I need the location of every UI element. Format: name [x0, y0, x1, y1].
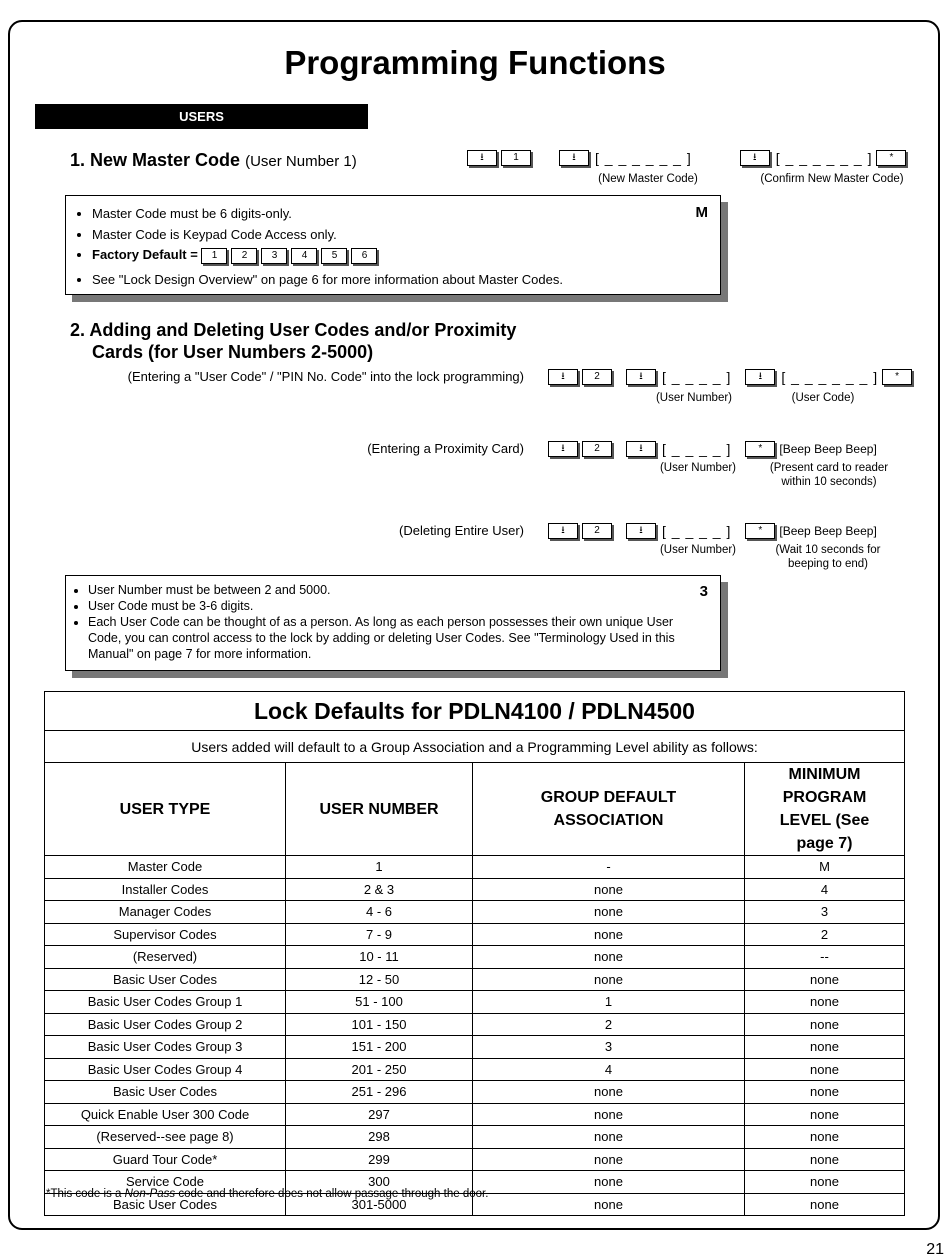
caption-new-master-code: (New Master Code) — [598, 173, 698, 185]
star-key: * — [882, 369, 912, 385]
table-row — [45, 1058, 905, 1081]
cell-min-program-level: 3 — [745, 901, 905, 924]
master-code-heading-sub: (User Number 1) — [245, 153, 357, 170]
section-bar-users: USERS — [35, 104, 368, 129]
star-key: * — [876, 150, 906, 166]
note-tag-m: M — [695, 204, 708, 221]
cell-min-program-level: -- — [745, 946, 905, 969]
master-key-sequence — [467, 150, 910, 166]
note-bullet: • Each User Code can be thought of as a person. As long as each person possesses their own unique User Code, you can control access to the lock by adding or deleting User Codes. See "Terminology Used in this Manual" on page 7 for more information. — [88, 614, 680, 662]
table-row — [45, 968, 905, 991]
factory-default-bullet — [92, 245, 710, 266]
cell-group-default: none — [473, 1193, 745, 1216]
cell-min-program-level: none — [745, 1058, 905, 1081]
cell-user-number: 251 - 296 — [286, 1081, 473, 1104]
delete-user-key-sequence — [548, 523, 877, 539]
note-bullet: • See "Lock Design Overview" on page 6 for more information about Master Codes. — [92, 270, 710, 291]
footnote-post: code and therefore does not allow passage through the door. — [175, 1188, 489, 1200]
cell-group-default: none — [473, 878, 745, 901]
column-header-min-program-level: MINIMUM PROGRAM LEVEL (See page 7) — [745, 763, 905, 856]
master-code-heading-text: 1. New Master Code — [70, 150, 241, 170]
key-2: 2 — [231, 248, 257, 264]
users-heading-line2: Cards (for User Numbers 2-5000) — [92, 342, 374, 362]
cell-min-program-level: none — [745, 968, 905, 991]
star-key: * — [745, 523, 775, 539]
cell-group-default: none — [473, 1126, 745, 1149]
row-label-enter-prox-card: (Entering a Proximity Card) — [367, 441, 524, 456]
footnote-pre: *This code is a — [46, 1188, 125, 1200]
caption-present-card: (Present card to reader within 10 seconds) — [769, 462, 889, 488]
cell-user-number: 298 — [286, 1126, 473, 1149]
program-key: ⭳ — [626, 369, 656, 385]
caption-user-number: (User Number) — [659, 544, 737, 556]
cell-user-type: Basic User Codes Group 1 — [45, 991, 286, 1014]
prox-card-key-sequence — [548, 441, 877, 457]
cell-user-number: 10 - 11 — [286, 946, 473, 969]
user-number-blank: [ _ _ _ _ ] — [662, 369, 732, 385]
cell-min-program-level: none — [745, 1103, 905, 1126]
program-key: ⭳ — [559, 150, 589, 166]
cell-group-default: none — [473, 968, 745, 991]
footnote — [46, 1188, 488, 1200]
cell-min-program-level: none — [745, 991, 905, 1014]
program-key: ⭳ — [626, 441, 656, 457]
cell-user-type: Basic User Codes — [45, 1193, 286, 1216]
page-title: Programming Functions — [284, 44, 666, 81]
cell-user-type: Basic User Codes Group 4 — [45, 1058, 286, 1081]
lock-defaults-table — [44, 691, 905, 1216]
caption-confirm-master-code: (Confirm New Master Code) — [760, 173, 904, 185]
users-heading — [70, 319, 516, 363]
cell-group-default: none — [473, 1171, 745, 1194]
key-1: 1 — [201, 248, 227, 264]
caption-user-code: (User Code) — [791, 392, 855, 404]
master-code-blank: [ _ _ _ _ _ _ ] — [595, 150, 692, 166]
cell-group-default: 2 — [473, 1013, 745, 1036]
cell-user-type: Basic User Codes — [45, 1081, 286, 1104]
cell-min-program-level: 4 — [745, 878, 905, 901]
cell-group-default: 3 — [473, 1036, 745, 1059]
cell-user-number: 151 - 200 — [286, 1036, 473, 1059]
cell-user-type: (Reserved) — [45, 946, 286, 969]
note-bullet: • Master Code is Keypad Code Access only. — [92, 225, 710, 246]
program-key: ⭳ — [740, 150, 770, 166]
users-heading-line1: 2. Adding and Deleting User Codes and/or Proximity — [70, 320, 517, 340]
cell-min-program-level: none — [745, 1036, 905, 1059]
user-code-key-sequence — [548, 369, 916, 385]
table-row — [45, 946, 905, 969]
row-label-enter-user-code: (Entering a "User Code" / "PIN No. Code" into the lock programming) — [127, 369, 524, 384]
column-header-user-type: USER TYPE — [45, 763, 286, 856]
program-key: ⭳ — [745, 369, 775, 385]
row-label-delete-user: (Deleting Entire User) — [399, 523, 524, 538]
cell-user-number: 51 - 100 — [286, 991, 473, 1014]
page-number: 21 — [926, 1241, 944, 1258]
key-2: 2 — [582, 441, 612, 457]
key-5: 5 — [321, 248, 347, 264]
key-1: 1 — [501, 150, 531, 166]
cell-min-program-level: none — [745, 1081, 905, 1104]
cell-user-type: (Reserved--see page 8) — [45, 1126, 286, 1149]
cell-group-default: none — [473, 1103, 745, 1126]
key-6: 6 — [351, 248, 377, 264]
cell-user-number: 1 — [286, 856, 473, 879]
beep-text: [Beep Beep Beep] — [779, 442, 877, 456]
caption-user-number: (User Number) — [659, 462, 737, 474]
cell-user-number: 297 — [286, 1103, 473, 1126]
cell-user-type: Basic User Codes — [45, 968, 286, 991]
cell-min-program-level: none — [745, 1193, 905, 1216]
cell-user-type: Quick Enable User 300 Code — [45, 1103, 286, 1126]
note-tag-3: 3 — [699, 583, 708, 600]
confirm-code-blank: [ _ _ _ _ _ _ ] — [775, 150, 873, 166]
table-row — [45, 878, 905, 901]
cell-group-default: none — [473, 1081, 745, 1104]
cell-user-type: Basic User Codes Group 2 — [45, 1013, 286, 1036]
key-2: 2 — [582, 369, 612, 385]
program-key: ⭳ — [467, 150, 497, 166]
cell-min-program-level: none — [745, 1126, 905, 1149]
note-bullet: • Master Code must be 6 digits-only. — [92, 204, 710, 225]
program-key: ⭳ — [626, 523, 656, 539]
beep-text: [Beep Beep Beep] — [779, 524, 877, 538]
user-codes-note — [65, 575, 721, 671]
cell-user-number: 301-5000 — [286, 1193, 473, 1216]
note-bullet: • User Code must be 3-6 digits. — [88, 598, 680, 614]
cell-user-type: Master Code — [45, 856, 286, 879]
cell-user-number: 4 - 6 — [286, 901, 473, 924]
key-3: 3 — [261, 248, 287, 264]
table-row — [45, 901, 905, 924]
cell-min-program-level: 2 — [745, 923, 905, 946]
table-row — [45, 991, 905, 1014]
cell-user-number: 7 - 9 — [286, 923, 473, 946]
table-title: Lock Defaults for PDLN4100 / PDLN4500 — [45, 692, 905, 731]
cell-min-program-level: none — [745, 1148, 905, 1171]
cell-user-number: 299 — [286, 1148, 473, 1171]
caption-user-number: (User Number) — [655, 392, 733, 404]
table-row — [45, 1081, 905, 1104]
cell-user-type: Guard Tour Code* — [45, 1148, 286, 1171]
factory-default-label: Factory Default = — [92, 247, 198, 262]
cell-min-program-level: none — [745, 1013, 905, 1036]
key-2: 2 — [582, 523, 612, 539]
column-header-user-number: USER NUMBER — [286, 763, 473, 856]
cell-user-type: Service Code — [45, 1171, 286, 1194]
table-row — [45, 1148, 905, 1171]
cell-user-type: Manager Codes — [45, 901, 286, 924]
program-key: ⭳ — [548, 523, 578, 539]
program-key: ⭳ — [548, 441, 578, 457]
cell-group-default: 1 — [473, 991, 745, 1014]
cell-group-default: none — [473, 901, 745, 924]
table-row — [45, 923, 905, 946]
master-code-note — [65, 195, 721, 295]
user-number-blank: [ _ _ _ _ ] — [662, 523, 732, 539]
cell-min-program-level: none — [745, 1171, 905, 1194]
user-number-blank: [ _ _ _ _ ] — [662, 441, 732, 457]
cell-user-type: Installer Codes — [45, 878, 286, 901]
cell-group-default: none — [473, 1148, 745, 1171]
master-code-heading — [70, 150, 357, 171]
cell-group-default: 4 — [473, 1058, 745, 1081]
cell-group-default: - — [473, 856, 745, 879]
table-intro: Users added will default to a Group Association and a Programming Level ability as follows: — [45, 731, 905, 763]
table-row — [45, 1126, 905, 1149]
footnote-emphasis: Non-Pass — [124, 1188, 176, 1200]
table-body — [45, 856, 905, 1216]
program-key: ⭳ — [548, 369, 578, 385]
cell-group-default: none — [473, 923, 745, 946]
cell-user-number: 101 - 150 — [286, 1013, 473, 1036]
key-4: 4 — [291, 248, 317, 264]
note-bullet: • User Number must be between 2 and 5000. — [88, 582, 680, 598]
user-code-blank: [ _ _ _ _ _ _ ] — [781, 369, 879, 385]
table-row — [45, 1103, 905, 1126]
table-row — [45, 856, 905, 879]
cell-group-default: none — [473, 946, 745, 969]
cell-user-type: Basic User Codes Group 3 — [45, 1036, 286, 1059]
cell-user-number: 201 - 250 — [286, 1058, 473, 1081]
cell-user-number: 2 & 3 — [286, 878, 473, 901]
table-row — [45, 1036, 905, 1059]
column-header-group-default: GROUP DEFAULT ASSOCIATION — [473, 763, 745, 856]
star-key: * — [745, 441, 775, 457]
cell-user-number: 12 - 50 — [286, 968, 473, 991]
cell-user-type: Supervisor Codes — [45, 923, 286, 946]
table-row — [45, 1013, 905, 1036]
cell-min-program-level: M — [745, 856, 905, 879]
caption-wait-beeping: (Wait 10 seconds for beeping to end) — [775, 544, 881, 570]
cell-user-number: 300 — [286, 1171, 473, 1194]
